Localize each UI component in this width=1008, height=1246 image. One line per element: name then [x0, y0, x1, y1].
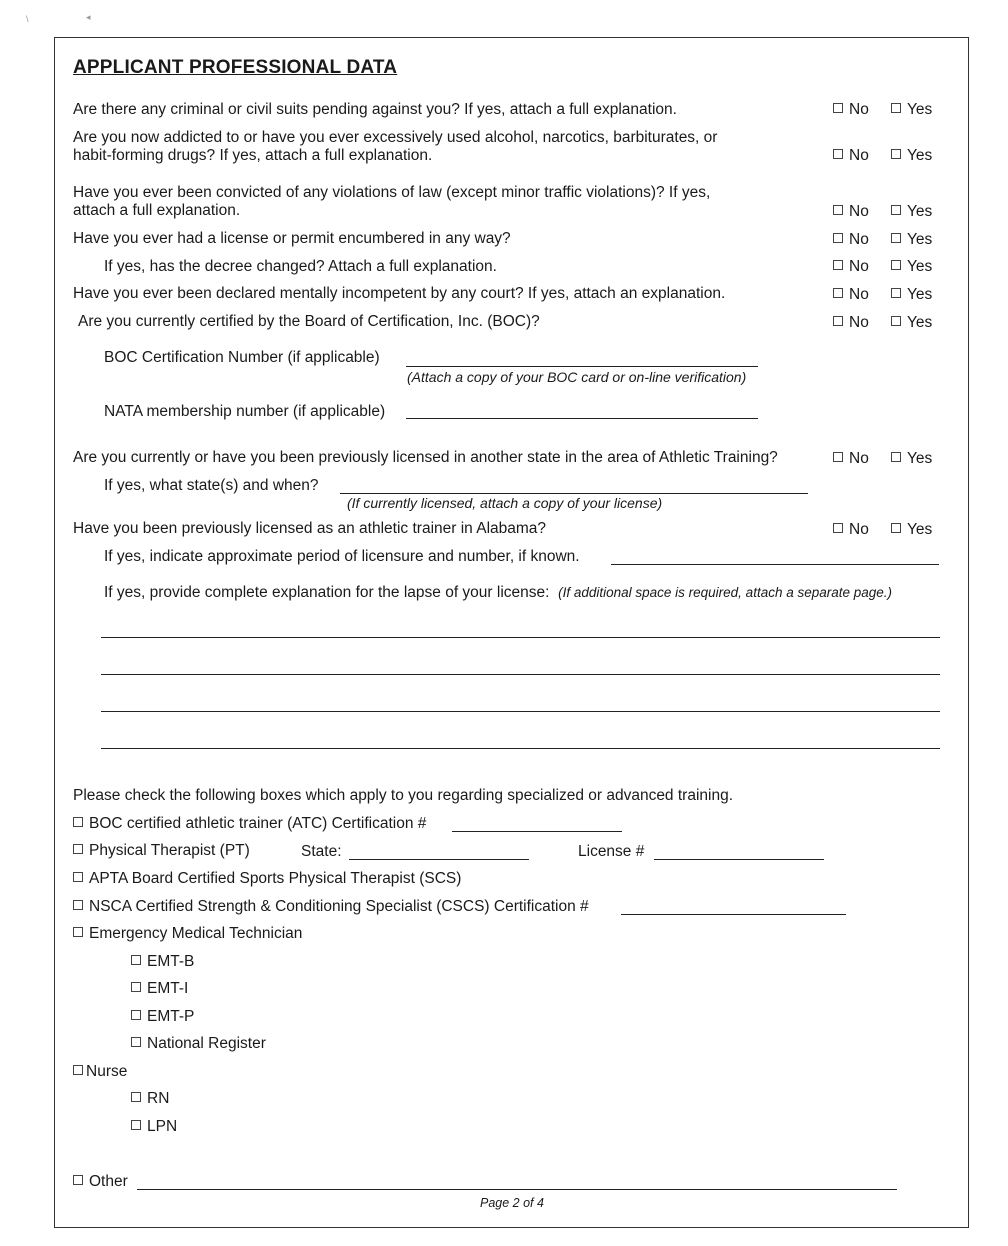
lapse-explanation-line[interactable]	[101, 674, 940, 675]
checkbox-icon[interactable]	[833, 260, 843, 270]
lapse-explanation-line[interactable]	[101, 711, 940, 712]
checkbox-icon[interactable]	[833, 523, 843, 533]
licensure-period-field[interactable]	[611, 564, 939, 565]
emt-i-option[interactable]: EMT-I	[131, 980, 188, 998]
checkbox-icon[interactable]	[131, 1010, 141, 1020]
other-field[interactable]	[137, 1189, 897, 1190]
checkbox-icon[interactable]	[891, 149, 901, 159]
checkbox-icon[interactable]	[73, 1065, 83, 1075]
question-decree-changed: If yes, has the decree changed? Attach a full explanation.	[104, 258, 497, 275]
pt-option[interactable]: Physical Therapist (PT)	[73, 842, 250, 860]
checkbox-icon[interactable]	[833, 149, 843, 159]
lapse-explanation-note: (If additional space is required, attach a separate page.)	[558, 585, 893, 600]
checkbox-icon[interactable]	[891, 288, 901, 298]
question-alabama-license: Have you been previously licensed as an athletic trainer in Alabama?	[73, 520, 547, 537]
rn-option[interactable]: RN	[131, 1090, 169, 1108]
boc-number-label: BOC Certification Number (if applicable)	[104, 349, 380, 366]
question-license-encumbered: Have you ever had a license or permit encumbered in any way?	[73, 230, 511, 247]
pt-state-field[interactable]	[349, 859, 529, 860]
checkbox-icon[interactable]	[131, 982, 141, 992]
q9-yes-option[interactable]: Yes	[891, 521, 932, 539]
checkbox-icon[interactable]	[891, 452, 901, 462]
scan-mark: ◂	[86, 12, 91, 22]
state-when-note: (If currently licensed, attach a copy of your license)	[347, 495, 663, 511]
question-mentally-incompetent: Have you ever been declared mentally incompetent by any court? If yes, attach an explanation.	[73, 285, 726, 302]
checkbox-icon[interactable]	[891, 260, 901, 270]
training-intro: Please check the following boxes which apply to you regarding specialized or advanced training.	[73, 787, 734, 804]
question-convictions-line2: attach a full explanation.	[73, 202, 241, 219]
q7-yes-option[interactable]: Yes	[891, 314, 932, 332]
scan-mark: \	[26, 14, 29, 24]
q1-no-option[interactable]: No	[833, 101, 869, 119]
checkbox-icon[interactable]	[891, 233, 901, 243]
atc-certification-field[interactable]	[452, 831, 622, 832]
national-register-option[interactable]: National Register	[131, 1035, 266, 1053]
checkbox-icon[interactable]	[833, 288, 843, 298]
checkbox-icon[interactable]	[73, 1175, 83, 1185]
q8-no-option[interactable]: No	[833, 450, 869, 468]
pt-license-field[interactable]	[654, 859, 824, 860]
checkbox-icon[interactable]	[73, 927, 83, 937]
lapse-explanation-label: If yes, provide complete explanation for the lapse of your license: (If additional space is required, attach a separate page.)	[104, 584, 893, 601]
q1-yes-option[interactable]: Yes	[891, 101, 932, 119]
checkbox-icon[interactable]	[833, 205, 843, 215]
question-boc-certified: Are you currently certified by the Board of Certification, Inc. (BOC)?	[78, 313, 540, 330]
checkbox-icon[interactable]	[833, 233, 843, 243]
question-convictions-line1: Have you ever been convicted of any violations of law (except minor traffic violations)? If yes,	[73, 184, 711, 201]
q4-yes-option[interactable]: Yes	[891, 231, 932, 249]
q6-no-option[interactable]: No	[833, 286, 869, 304]
checkbox-icon[interactable]	[131, 1092, 141, 1102]
question-other-state-license: Are you currently or have you been previously licensed in another state in the area of Athletic Training?	[73, 449, 778, 466]
nurse-option[interactable]: Nurse	[73, 1063, 127, 1081]
checkbox-icon[interactable]	[891, 316, 901, 326]
state-when-field[interactable]	[340, 493, 808, 494]
checkbox-icon[interactable]	[891, 205, 901, 215]
checkbox-icon[interactable]	[131, 955, 141, 965]
checkbox-icon[interactable]	[131, 1120, 141, 1130]
checkbox-icon[interactable]	[73, 844, 83, 854]
nata-number-field[interactable]	[406, 418, 758, 419]
checkbox-icon[interactable]	[891, 103, 901, 113]
cscs-option[interactable]: NSCA Certified Strength & Conditioning Specialist (CSCS) Certification #	[73, 898, 589, 916]
emt-option[interactable]: Emergency Medical Technician	[73, 925, 302, 943]
nata-number-label: NATA membership number (if applicable)	[104, 403, 386, 420]
q2-yes-option[interactable]: Yes	[891, 147, 932, 165]
lpn-option[interactable]: LPN	[131, 1118, 177, 1136]
q2-no-option[interactable]: No	[833, 147, 869, 165]
question-addiction-line2: habit-forming drugs? If yes, attach a full explanation.	[73, 147, 433, 164]
page-number: Page 2 of 4	[480, 1196, 544, 1210]
lapse-explanation-line[interactable]	[101, 748, 940, 749]
state-when-label: If yes, what state(s) and when?	[104, 477, 319, 494]
checkbox-icon[interactable]	[73, 900, 83, 910]
checkbox-icon[interactable]	[73, 817, 83, 827]
q9-no-option[interactable]: No	[833, 521, 869, 539]
pt-license-label: License #	[578, 843, 645, 860]
cscs-certification-field[interactable]	[621, 914, 846, 915]
pt-state-label: State:	[301, 843, 342, 860]
atc-option[interactable]: BOC certified athletic trainer (ATC) Certification #	[73, 815, 426, 833]
checkbox-icon[interactable]	[833, 452, 843, 462]
q3-no-option[interactable]: No	[833, 203, 869, 221]
checkbox-icon[interactable]	[833, 103, 843, 113]
q4-no-option[interactable]: No	[833, 231, 869, 249]
q7-no-option[interactable]: No	[833, 314, 869, 332]
q5-no-option[interactable]: No	[833, 258, 869, 276]
boc-number-field[interactable]	[406, 366, 758, 367]
question-addiction-line1: Are you now addicted to or have you ever excessively used alcohol, narcotics, barbiturates, or	[73, 129, 718, 146]
other-option[interactable]: Other	[73, 1173, 128, 1191]
checkbox-icon[interactable]	[131, 1037, 141, 1047]
section-title: APPLICANT PROFESSIONAL DATA	[73, 57, 398, 78]
lapse-explanation-line[interactable]	[101, 637, 940, 638]
q3-yes-option[interactable]: Yes	[891, 203, 932, 221]
q6-yes-option[interactable]: Yes	[891, 286, 932, 304]
emt-p-option[interactable]: EMT-P	[131, 1008, 194, 1026]
scs-option[interactable]: APTA Board Certified Sports Physical Therapist (SCS)	[73, 870, 461, 888]
checkbox-icon[interactable]	[73, 872, 83, 882]
q5-yes-option[interactable]: Yes	[891, 258, 932, 276]
emt-b-option[interactable]: EMT-B	[131, 953, 194, 971]
checkbox-icon[interactable]	[833, 316, 843, 326]
licensure-period-label: If yes, indicate approximate period of licensure and number, if known.	[104, 548, 580, 565]
checkbox-icon[interactable]	[891, 523, 901, 533]
question-criminal-suits: Are there any criminal or civil suits pending against you? If yes, attach a full explanation.	[73, 101, 677, 118]
q8-yes-option[interactable]: Yes	[891, 450, 932, 468]
boc-number-note: (Attach a copy of your BOC card or on-line verification)	[407, 369, 747, 385]
